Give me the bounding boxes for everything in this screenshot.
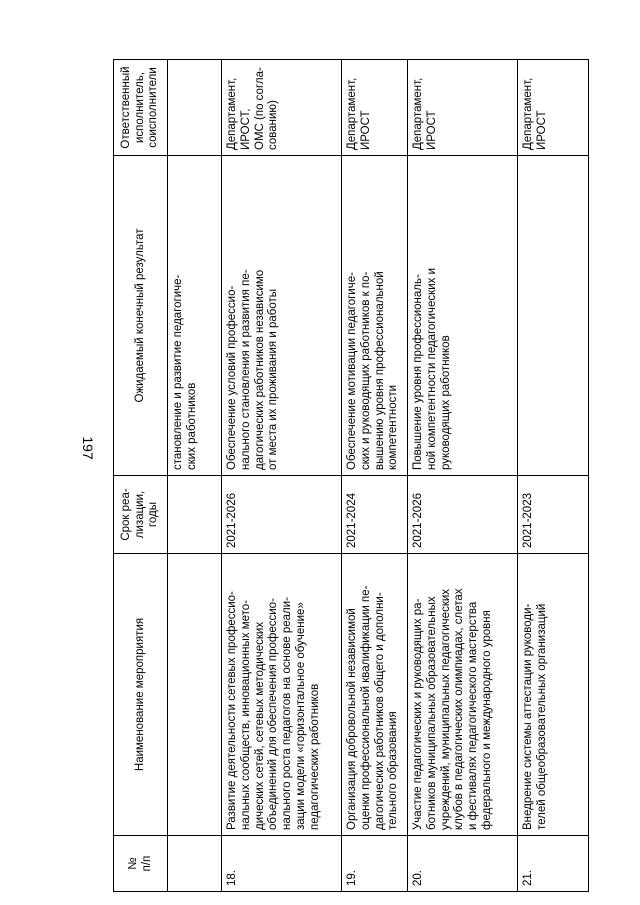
header-responsible: Ответственный исполнитель, соисполнители	[114, 60, 168, 156]
row-result: Обеспечение мотивации педагогиче- ских и руководящих работников к по- вышению уровня профессиональной компетентности	[342, 156, 408, 476]
header-name: Наименование мероприятия	[114, 554, 168, 836]
table-row	[518, 60, 589, 892]
row-term: 2021-2024	[342, 476, 408, 554]
row-num: 20.	[408, 836, 518, 892]
row-responsible: Департамент, ИРОСТ, ОМС (по согла- сованию)	[222, 60, 342, 156]
row-name: Внедрение системы аттестации руководи- телей общеобразовательных организаций	[518, 554, 589, 836]
row-term: 2021-2026	[408, 476, 518, 554]
row-term: 2021-2026	[222, 476, 342, 554]
header-term: Срок реа- лизации, годы	[114, 476, 168, 554]
row-result	[518, 156, 589, 476]
continuation-row	[168, 60, 222, 892]
row-result: Обеспечение условий профессио- нального становления и развития пе- дагогических работников независимо от места их проживания и работы	[222, 156, 342, 476]
cont-term	[168, 476, 222, 554]
row-name: Организация добровольной независимой оценки профессиональной квалификации пе- дагогических работников общего и дополни- тельного образования	[342, 554, 408, 836]
row-num: 21.	[518, 836, 589, 892]
header-result: Ожидаемый конечный результат	[114, 156, 168, 476]
cont-responsible	[168, 60, 222, 156]
page-number: 197	[80, 436, 96, 460]
measures-table	[113, 59, 589, 892]
row-name: Участие педагогических и руководящих ра- ботников муниципальных образовательных учреждений, муниципальных педагогических клубов в педагогических олимпиадах, слетах и фестивалях педагогического мастерства федерального и международного уровня	[408, 554, 518, 836]
row-name: Развитие деятельности сетевых профессио- нальных сообществ, инновационных мето- дических сетей, сетевых методических объединений для обеспечения профессио- нального роста педагогов на основе реали- зации модели «горизонтальное обучение» педагогических работников	[222, 554, 342, 836]
table-row	[408, 60, 518, 892]
cont-num	[168, 836, 222, 892]
row-num: 18.	[222, 836, 342, 892]
row-responsible: Департамент, ИРОСТ	[518, 60, 589, 156]
row-responsible: Департамент, ИРОСТ	[408, 60, 518, 156]
row-term: 2021-2023	[518, 476, 589, 554]
row-result: Повышение уровня профессиональ- ной компетентности педагогических и руководящих работников	[408, 156, 518, 476]
table-row	[222, 60, 342, 892]
header-num: № п/п	[114, 836, 168, 892]
cont-name	[168, 554, 222, 836]
cont-result: становление и развитие педагогиче- ских работников	[168, 156, 222, 476]
table-row	[342, 60, 408, 892]
row-num: 19.	[342, 836, 408, 892]
rotated-table-container	[113, 60, 588, 892]
header-row	[114, 60, 168, 892]
row-responsible: Департамент, ИРОСТ	[342, 60, 408, 156]
